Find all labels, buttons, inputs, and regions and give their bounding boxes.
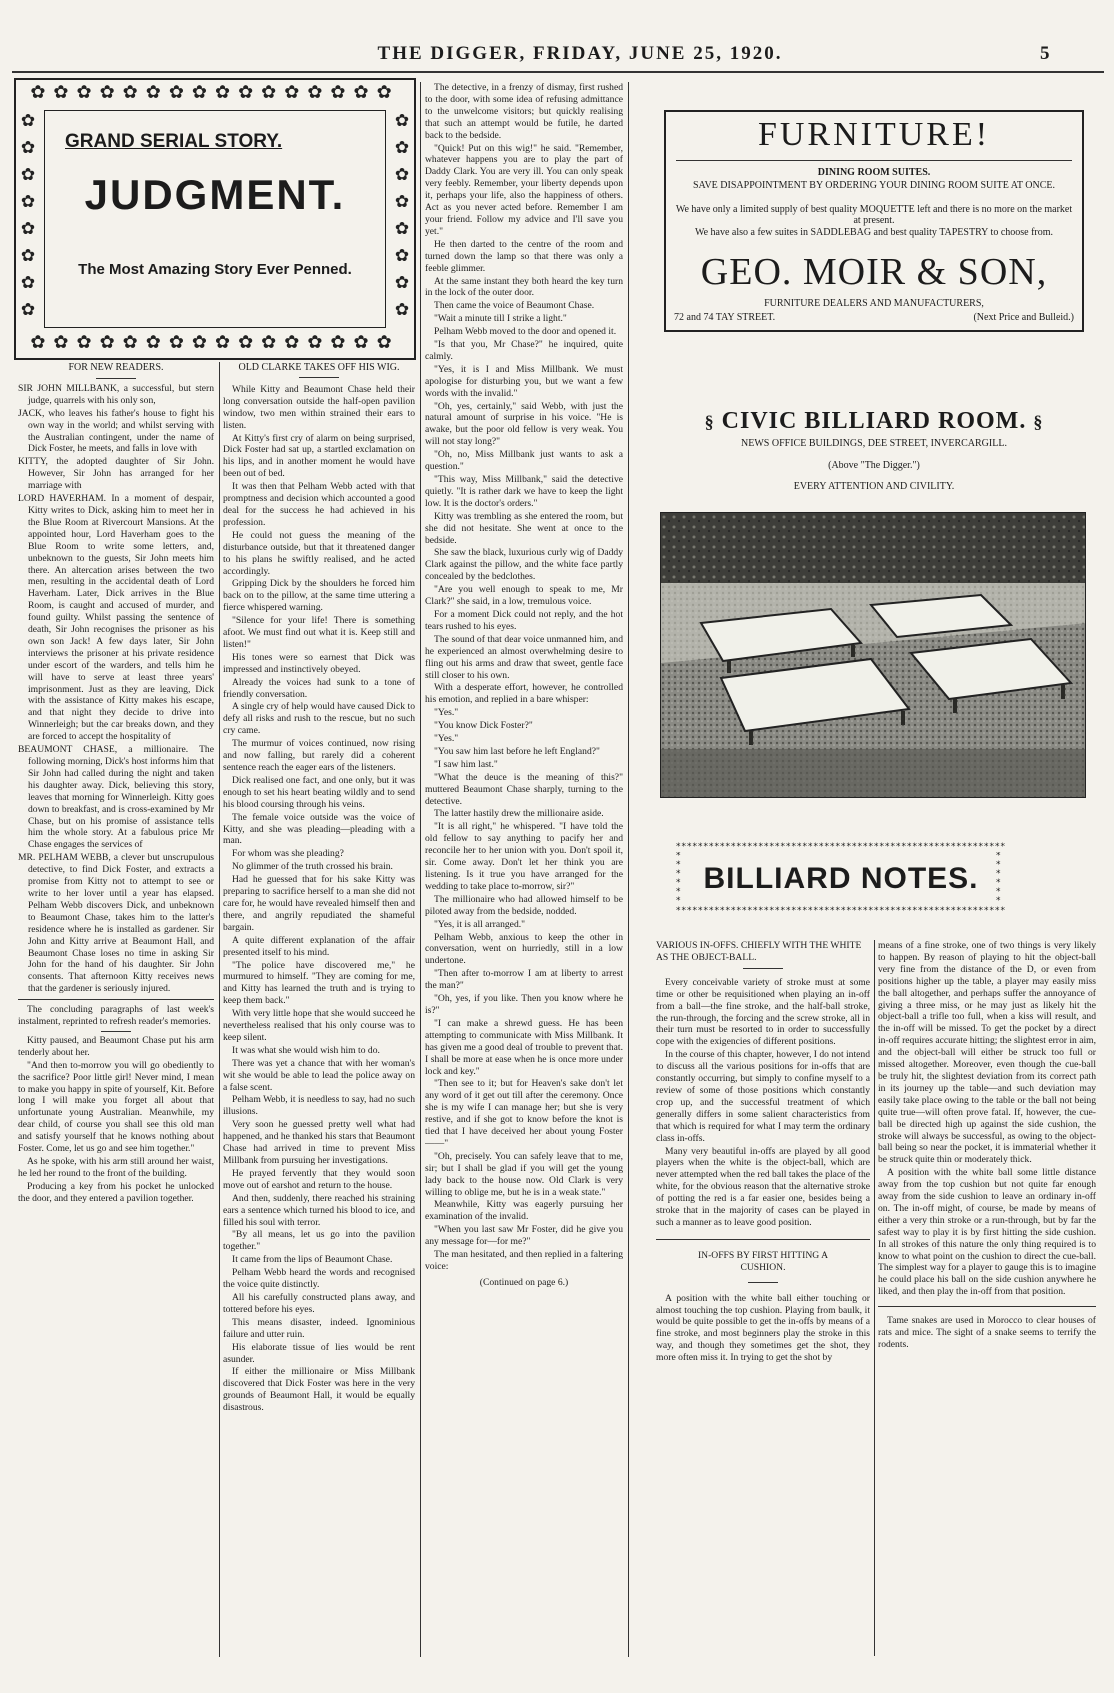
section-rule	[656, 1239, 870, 1240]
billiard-notes-header	[676, 842, 1006, 918]
story-paragraph: "Is that you, Mr Chase?" he inquired, quite calmly.	[425, 339, 623, 362]
billiard-room-illustration	[661, 513, 1086, 798]
story-paragraph: While Kitty and Beaumont Chase held their long conversation outside the half-open pavilion window, two men within strained their ears to listen.	[223, 383, 415, 431]
story-paragraph: "Oh, precisely. You can safely leave that to me, sir; but I shall be glad if you will get the young lady back to the house now. Old Clark is very willing to oblige me, but he is in a weak state."	[425, 1150, 623, 1198]
story-paragraph: She saw the black, luxurious curly wig of Daddy Clark against the pillow, and the white face partly concealed by the bedclothes.	[425, 547, 623, 583]
furniture-sub: DINING ROOM SUITES.	[817, 167, 931, 178]
column-1	[18, 362, 214, 1656]
story-paragraph: "Are you well enough to speak to me, Mr Clark?" she said, in a low, tremulous voice.	[425, 584, 623, 608]
story-paragraph: The millionaire who had allowed himself to be piloted away from the bedside, nodded.	[425, 893, 623, 917]
furniture-line-2: We have only a limited supply of best quality MOQUETTE left and there is no more on the market at present.	[675, 204, 1073, 226]
story-paragraph: A quite different explanation of the affair presented itself to his mind.	[223, 934, 415, 958]
short-rule	[743, 968, 783, 969]
synopsis-entry: KITTY, the adopted daughter of Sir John. However, Sir John has arranged for her marriage with	[18, 456, 214, 492]
column-2	[223, 362, 415, 1656]
story-paragraph: "Silence for your life! There is something afoot. We must find out what it is. Keep still and listen!"	[223, 615, 415, 650]
story-paragraph: For a moment Dick could not reply, and the hot tears rushed to his eyes.	[425, 608, 623, 632]
story-paragraph: The man hesitated, and then replied in a faltering voice:	[425, 1249, 623, 1272]
story-paragraph: "Wait a minute till I strike a light."	[434, 313, 567, 325]
billiard-paragraph: Every conceivable variety of stroke must at some time or other be requisitioned when playing an in-off from a ball—the fine stroke, and the half-ball stroke, the run-through, the forcing and the screw stroke, all in their turn must be resorted to in order to successfully cope with the exigencies of different positions.	[656, 976, 870, 1048]
story-paragraph: His elaborate tissue of lies would be rent asunder.	[223, 1341, 415, 1365]
column-3	[425, 82, 623, 1657]
story-paragraph: No glimmer of the truth crossed his brain.	[232, 861, 393, 873]
synopsis-entry: MR. PELHAM WEBB, a clever but unscrupulous detective, to find Dick Foster, and extracts a promise from Kitty not to attempt to see or write to her lover until a year has elapsed. Pelham Webb discovers Dick, and unbeknown to Beaumont Chase, takes him to the latter's residence where he is installed as gardener. Sir John and Kitty arrive at Beaumont Hall, and Beaumont Chase loses no time in asking Sir John for the hand of his daughter. Sir John consents. That afternoon Kitty receives news that the gardener is seriously injured.	[18, 852, 214, 995]
stars-left: * * * * * *	[676, 852, 681, 906]
story-paragraph: "What the deuce is the meaning of this?" muttered Beaumont Chase sharply, turning to the detective.	[425, 771, 623, 807]
section-rule	[18, 999, 214, 1000]
billiard-paragraph: In the course of this chapter, however, I do not intend to discuss all the various positions for in-offs that are constantly occurring, but simply to confine myself to a review of some of those positions which constantly crop up, and the successful treatment of which generally differs in some salient characteristics from that which is required for what I may term the ordinary class in-offs.	[656, 1049, 870, 1144]
chapter-continuation	[425, 82, 623, 1273]
billiard-paragraph: A position with the white ball either touching or almost touching the top cushion. Playing from baulk, it would be quite possible to get the in-offs by means of a fine stroke, and most beginners play the stroke in this way, and though they sometimes get the shot, they more often miss it. In trying to get the shot by	[656, 1292, 870, 1364]
story-paragraph: "Yes, it is I and Miss Millbank. We must apologise for disturbing you, but we want a few words with the invalid."	[425, 363, 623, 399]
synopsis-entry: LORD HAVERHAM. In a moment of despair, Kitty writes to Dick, asking him to meet her in the Blue Room at Rivercourt Mansions. At the appointed hour, Lord Haverham goes to the Blue Room to write some letters, and, unbeknown to the guests, Sir John meets him there. An altercation arises between the two men, resulting in the accidental death of Lord Haverham. Later, Dick arrives in the Blue Room, is caught and accused of murder, and found guilty. Whilst passing the sentence of death, Sir John recognises the prisoner as his own son Jack! A few days later, Sir John interviews the prisoner at his private residence under escort of the warders, and tells him he will have to serve at least three years' imprisonment. Just as they are leaving, Dick with the assistance of Kitty makes his escape, and that night they decide to drive into Winnerleigh; but the car breaks down, and they are forced to accept the hospitality of	[18, 493, 214, 743]
synopsis-entry: JACK, who leaves his father's house to fight his own way in the world; and whilst serving with the Australian contingent, under the name of Dick Foster, he meets, and falls in love with	[18, 407, 214, 455]
stars-top: ************************************************************	[676, 842, 1006, 852]
story-paragraph: All his carefully constructed plans away, and tottered before his eyes.	[223, 1291, 415, 1315]
story-paragraph: Dick realised one fact, and one only, but it was enough to set his heart beating wildly and to send his blood coursing through his veins.	[223, 774, 415, 810]
furniture-line-1: SAVE DISAPPOINTMENT BY ORDERING YOUR DINING ROOM SUITE AT ONCE.	[692, 180, 1056, 191]
billiard-notes-title: BILLIARD NOTES.	[703, 862, 979, 895]
continued-note: (Continued on page 6.)	[479, 1276, 569, 1288]
billiard-room-photo	[660, 512, 1086, 798]
story-paragraph: Already the voices had sunk to a tone of friendly conversation.	[223, 676, 415, 700]
story-paragraph: Producing a key from his pocket he unlocked the door, and they entered a pavilion together.	[18, 1180, 214, 1204]
story-paragraph: "Quick! Put on this wig!" he said. "Remember, whatever happens you are to play the part of Daddy Clark. You are very ill. You can only speak very feebly. Remember, your liberty depends upon it, perhaps your life, also the happiness of others. Act as you never acted before. Remember I am your friend. Follow my advice and I'll save you yet."	[425, 142, 623, 237]
synopsis-entry: SIR JOHN MILLBANK, a successful, but stern judge, quarrels with his only son,	[18, 382, 214, 406]
story-paragraph: "Then after to-morrow I am at liberty to arrest the man?"	[425, 968, 623, 992]
story-paragraph: "You saw him last before he left England?"	[434, 745, 600, 757]
filler-paragraph: Tame snakes are used in Morocco to clear houses of rats and mice. The sight of a snake seems to terrify the rodents.	[878, 1315, 1096, 1350]
masthead-rule	[12, 71, 1104, 73]
story-paragraph: "Oh, yes, certainly," said Webb, with just the natural amount of surprise in his voice. "He is awake, but the poor old fellow is very weak. You will not stay long?"	[425, 400, 623, 448]
serial-left-ornaments: ✿ ✿ ✿ ✿ ✿ ✿ ✿ ✿	[20, 111, 36, 320]
story-paragraph: Pelham Webb, it is needless to say, had no such illusions.	[223, 1094, 415, 1118]
reprint-note: The concluding paragraphs of last week's instalment, reprinted to refresh reader's memories.	[18, 1004, 214, 1028]
story-paragraph: "Then see to it; but for Heaven's sake don't let any word of it get out till after the ceremony. Once she is my wife I can manage her; but she is very restive, and if she got to know before the knot is tied that I have deceived her about young Foster——"	[425, 1078, 623, 1149]
story-paragraph: "You know Dick Foster?"	[434, 720, 533, 732]
column-divider	[219, 362, 220, 1657]
ad-rule	[676, 160, 1072, 161]
hook-icon-right: §	[1033, 412, 1044, 432]
story-paragraph: Gripping Dick by the shoulders he forced him back on to the pillow, at the same time uttering a fierce whispered warning.	[223, 578, 415, 614]
column-divider	[874, 940, 875, 1656]
page-number: 5	[1040, 43, 1050, 64]
story-paragraph: "I saw him last."	[434, 758, 498, 770]
story-paragraph: There was yet a chance that with her woman's wit she would be able to lead the police away on a false scent.	[223, 1057, 415, 1093]
story-paragraph: "Oh, yes, if you like. Then you know where he is?"	[425, 993, 623, 1016]
story-paragraph: "Yes."	[434, 707, 459, 719]
section-rule	[878, 1306, 1096, 1307]
story-paragraph: The latter hastily drew the millionaire aside.	[434, 808, 604, 820]
serial-title: JUDGMENT.	[84, 171, 346, 218]
serial-right-ornaments: ✿ ✿ ✿ ✿ ✿ ✿ ✿ ✿	[394, 111, 410, 320]
furniture-headline: FURNITURE!	[757, 116, 991, 153]
furniture-trade: FURNITURE DEALERS AND MANUFACTURERS,	[764, 298, 984, 309]
new-readers-heading: FOR NEW READERS.	[68, 362, 164, 373]
story-paragraph: "By all means, let us go into the pavilion together."	[223, 1229, 415, 1253]
billiard-subheading: IN-OFFS BY FIRST HITTING A CUSHION.	[697, 1249, 829, 1273]
serial-box-frame	[14, 78, 416, 360]
story-paragraph: A single cry of help would have caused Dick to defy all risks and rush to the rescue, but no such cry came.	[223, 701, 415, 737]
billiard-notes-column-b	[878, 940, 1096, 1652]
billiard-room-note: (Above "The Digger.")	[828, 460, 920, 471]
story-paragraph: "This way, Miss Millbank," said the detective quietly. "It is rather dark we have to keep the light low. It is the doctor's orders."	[425, 474, 623, 509]
serial-top-ornaments: ✿✿✿✿✿✿✿✿✿✿✿✿✿✿✿✿	[30, 82, 400, 103]
billiard-room-name: CIVIC BILLIARD ROOM.	[721, 408, 1027, 434]
story-paragraph: It came from the lips of Beaumont Chase.	[232, 1254, 393, 1266]
story-paragraph: And then, suddenly, there reached his straining ears a sentence which turned his blood to ice, and filled his soul with terror.	[223, 1192, 415, 1228]
furniture-address: 72 and 74 TAY STREET.	[674, 312, 776, 323]
story-paragraph: Very soon he guessed pretty well what had happened, and he thanked his stars that Beaumont Chase had arrived in time to prevent Miss Millbank from pursuing her investigations.	[223, 1119, 415, 1166]
story-paragraph: The female voice outside was the voice of Kitty, and she was pleading—pleading with a man.	[223, 811, 415, 847]
story-paragraph: Pelham Webb moved to the door and opened it.	[434, 326, 617, 338]
synopsis-entry: BEAUMONT CHASE, a millionaire. The following morning, Dick's host informs him that Sir John had called during the night and taken his daughter away. Dick, believing this story, leaves that morning for Winnerleigh. Kitty goes down to breakfast, and is cross-examined by Mr Chase, but on his promise of assistance tells him the whole story. At a fabulous price Mr Chase engages the services of	[18, 744, 214, 851]
story-paragraph: Had he guessed that for his sake Kitty was preparing to sacrifice herself to a man she did not care for, he would have revealed himself then and there, and angrily repudiated the shameful bargain.	[223, 874, 415, 933]
column-divider	[420, 82, 421, 1657]
story-paragraph: The sound of that dear voice unmanned him, and he experienced an almost overwhelming desire to fling out his arms and draw that sweet, gentle face still closer to his own.	[425, 633, 623, 681]
story-paragraph: The murmur of voices continued, now rising and now falling, but rarely did a coherent sentence reach the eager ears of the listeners.	[223, 738, 415, 773]
story-paragraph: "Oh, no, Miss Millbank just wants to ask a question."	[425, 449, 623, 473]
billiard-room-title	[664, 408, 1084, 435]
story-paragraph: With a desperate effort, however, he controlled his emotion, and replied in a bare whisper:	[425, 682, 623, 706]
story-paragraph: Pelham Webb heard the words and recognised the voice quite distinctly.	[223, 1267, 415, 1291]
story-paragraph: "Yes."	[434, 733, 459, 745]
story-paragraph: If either the millionaire or Miss Millbank discovered that Dick Foster was here in the very grounds of Beaumont Hall, it would be equally disastrous.	[223, 1366, 415, 1414]
chapter-body	[223, 384, 415, 1414]
story-paragraph: It was what she would wish him to do.	[232, 1044, 380, 1056]
story-paragraph: "I can make a shrewd guess. He has been attempting to communicate with Miss Millbank. It has given me a good deal of trouble to prevent that. I shall be more at ease when he is once more under lock and key."	[425, 1017, 623, 1077]
story-paragraph: "When you last saw Mr Foster, did he give you any message for—for me?"	[425, 1224, 623, 1248]
billiard-paragraph: Many very beautiful in-offs are played by all good players when the white is the object-ball, which are never attempted when the red ball takes the place of the white, for the obvious reason that the alternative stroke of potting the red is a far easier one, besides being a stroke that in the majority of cases can be played in such a manner as to leave good position.	[656, 1145, 870, 1228]
hook-icon-left: §	[704, 412, 715, 432]
billiard-paragraph: means of a fine stroke, one of two things is very likely to happen. By reason of playing to hit the object-ball very fine from the distance of the D, or even from positions higher up the table, a player may easily miss the ball altogether, and perhaps suffer the annoyance of giving a three miss, or he may just as likely hit the object-ball a trifle too full, when a kiss will result, and the in-off will be missed. To get the pocket by a direct in-off requires accurate hitting; the slightest error in aim, and the object-ball will either be struck too full or missed altogether. Moreover, even though the cue-ball be truly hit, the slightest deviation from its correct path in its journey up the table—and such deviation may easily take place owing to the table or the ball not being quite true—will often prove fatal. If, however, the cue-ball be directed high up against the side cushion, the stroke will always be successful, as owing to the object-ball being so near the pocket, it is immaterial whether it be struck quite thin or moderately thick.	[878, 940, 1096, 1166]
story-paragraph: At Kitty's first cry of alarm on being surprised, Dick Foster had sat up, a startled exclamation on his lips, and in another moment he would have been out of bed.	[223, 432, 415, 480]
billiard-paragraph: A position with the white ball some little distance away from the top cushion but not quite far enough away from the side cushion to leave an ordinary in-off on. The in-off might, of course, be made by means of either a very thin stroke or a run-through, but by far the safest way to play it is by first hitting the side cushion. In all strokes of this nature the only thing required is to know to what point on the cushion to direct the cue-ball. The simplest way for a player to gauge this is to imagine he could place his ball on the side cushion anywhere he liked, and then play the in-off from that position.	[878, 1167, 1096, 1298]
heading-rule	[96, 378, 136, 379]
story-paragraph: He prayed fervently that they would soon move out of earshot and return to the house.	[223, 1167, 415, 1191]
story-paragraph: For whom was she pleading?	[232, 848, 344, 860]
heading-rule	[299, 377, 339, 378]
serial-inner-frame	[44, 110, 386, 328]
story-paragraph: It was then that Pelham Webb acted with that promptness and decision which accounted a good deal for the success he had achieved in his profession.	[223, 481, 415, 528]
story-paragraph: "Yes, it is all arranged."	[434, 918, 526, 930]
stars-right: * * * * * *	[996, 852, 1001, 906]
furniture-ad	[664, 110, 1084, 332]
short-rule	[748, 1282, 778, 1283]
story-paragraph: The detective, in a frenzy of dismay, first rushed to the door, with some idea of refusing admittance to the unwelcome visitors; but quickly realising that such an attempt would be futile, he darted back to the bedside.	[425, 82, 623, 141]
story-paragraph: Meanwhile, Kitty was eagerly pursuing her examination of the invalid.	[425, 1199, 623, 1223]
story-paragraph: Kitty paused, and Beaumont Chase put his arm tenderly about her.	[18, 1034, 214, 1058]
short-rule	[101, 1031, 131, 1032]
chapter-heading: OLD CLARKE TAKES OFF HIS WIG.	[238, 362, 400, 373]
billiard-subheading: VARIOUS IN-OFFS. CHIEFLY WITH THE WHITE AS THE OBJECT-BALL.	[656, 940, 862, 963]
stars-bottom: ************************************************************	[676, 906, 1006, 916]
serial-bottom-ornaments: ✿✿✿✿✿✿✿✿✿✿✿✿✿✿✿✿	[30, 332, 400, 353]
story-paragraph: "The police have discovered me," he murmured to himself. "They are coming for me, and Kitty has learned the truth and is trying to keep them back."	[223, 959, 415, 1007]
story-paragraph: "And then to-morrow you will go obediently to the sacrifice? Poor little girl! Never mind, I mean to make you happy in spite of yourself, Kit. Before long I will make you forget all about that unfortunate young Australian. Meanwhile, my dear child, of course you shall see this old man and satisfy yourself that he knows nothing about Foster. Come, let us go and see him together."	[18, 1059, 214, 1155]
masthead-title: THE DIGGER, FRIDAY, JUNE 25, 1920.	[377, 43, 783, 64]
story-paragraph: At the same instant they both heard the key turn in the lock of the outer door.	[425, 275, 623, 299]
footer-ad	[12, 1658, 1104, 1690]
story-paragraph: He could not guess the meaning of the disturbance outside, but that it threatened danger to his plans he swiftly realised, and he acted accordingly.	[223, 529, 415, 577]
serial-subtitle: The Most Amazing Story Ever Penned.	[78, 261, 352, 278]
billiard-notes-column-a	[656, 940, 870, 1650]
furniture-firm: GEO. MOIR & SON,	[700, 251, 1048, 293]
story-paragraph: This means disaster, indeed. Ignominious failure and utter ruin.	[223, 1316, 415, 1340]
serial-kicker: GRAND SERIAL STORY.	[65, 131, 283, 152]
story-paragraph: With very little hope that she would succeed he nevertheless realised that his only course was to keep silent.	[223, 1008, 415, 1043]
story-paragraph: His tones were so earnest that Dick was impressed and instinctively obeyed.	[223, 651, 415, 675]
furniture-note: (Next Price and Bulleid.)	[973, 312, 1074, 323]
billiard-room-slogan: EVERY ATTENTION AND CIVILITY.	[793, 481, 955, 492]
story-paragraph: "It is all right," he whispered. "I have told the old fellow to say anything to pacify her and reconcile her to her union with you. Don't spoil it, sir. Come away. Don't let her think you are listening. Is it true you have arranged for the wedding to take place to-morrow, sir?"	[425, 821, 623, 892]
story-paragraph: He then darted to the centre of the room and turned down the lamp so that there was only a feeble glimmer.	[425, 238, 623, 274]
billiard-room-address: NEWS OFFICE BUILDINGS, DEE STREET, INVERCARGILL.	[741, 438, 1007, 449]
story-paragraph: Then came the voice of Beaumont Chase.	[434, 300, 595, 312]
story-paragraph: As he spoke, with his arm still around her waist, he led her round to the front of the building.	[18, 1156, 214, 1179]
furniture-line-3: We have also a few suites in SADDLEBAG and best quality TAPESTRY to choose from.	[694, 227, 1054, 238]
story-paragraph: Pelham Webb, anxious to keep the other in conversation, went on hurriedly, still in a low undertone.	[425, 931, 623, 967]
story-paragraph: Kitty was trembling as she entered the room, but she did not hesitate. She went at once to the bedside.	[425, 510, 623, 546]
column-divider	[628, 82, 629, 1657]
